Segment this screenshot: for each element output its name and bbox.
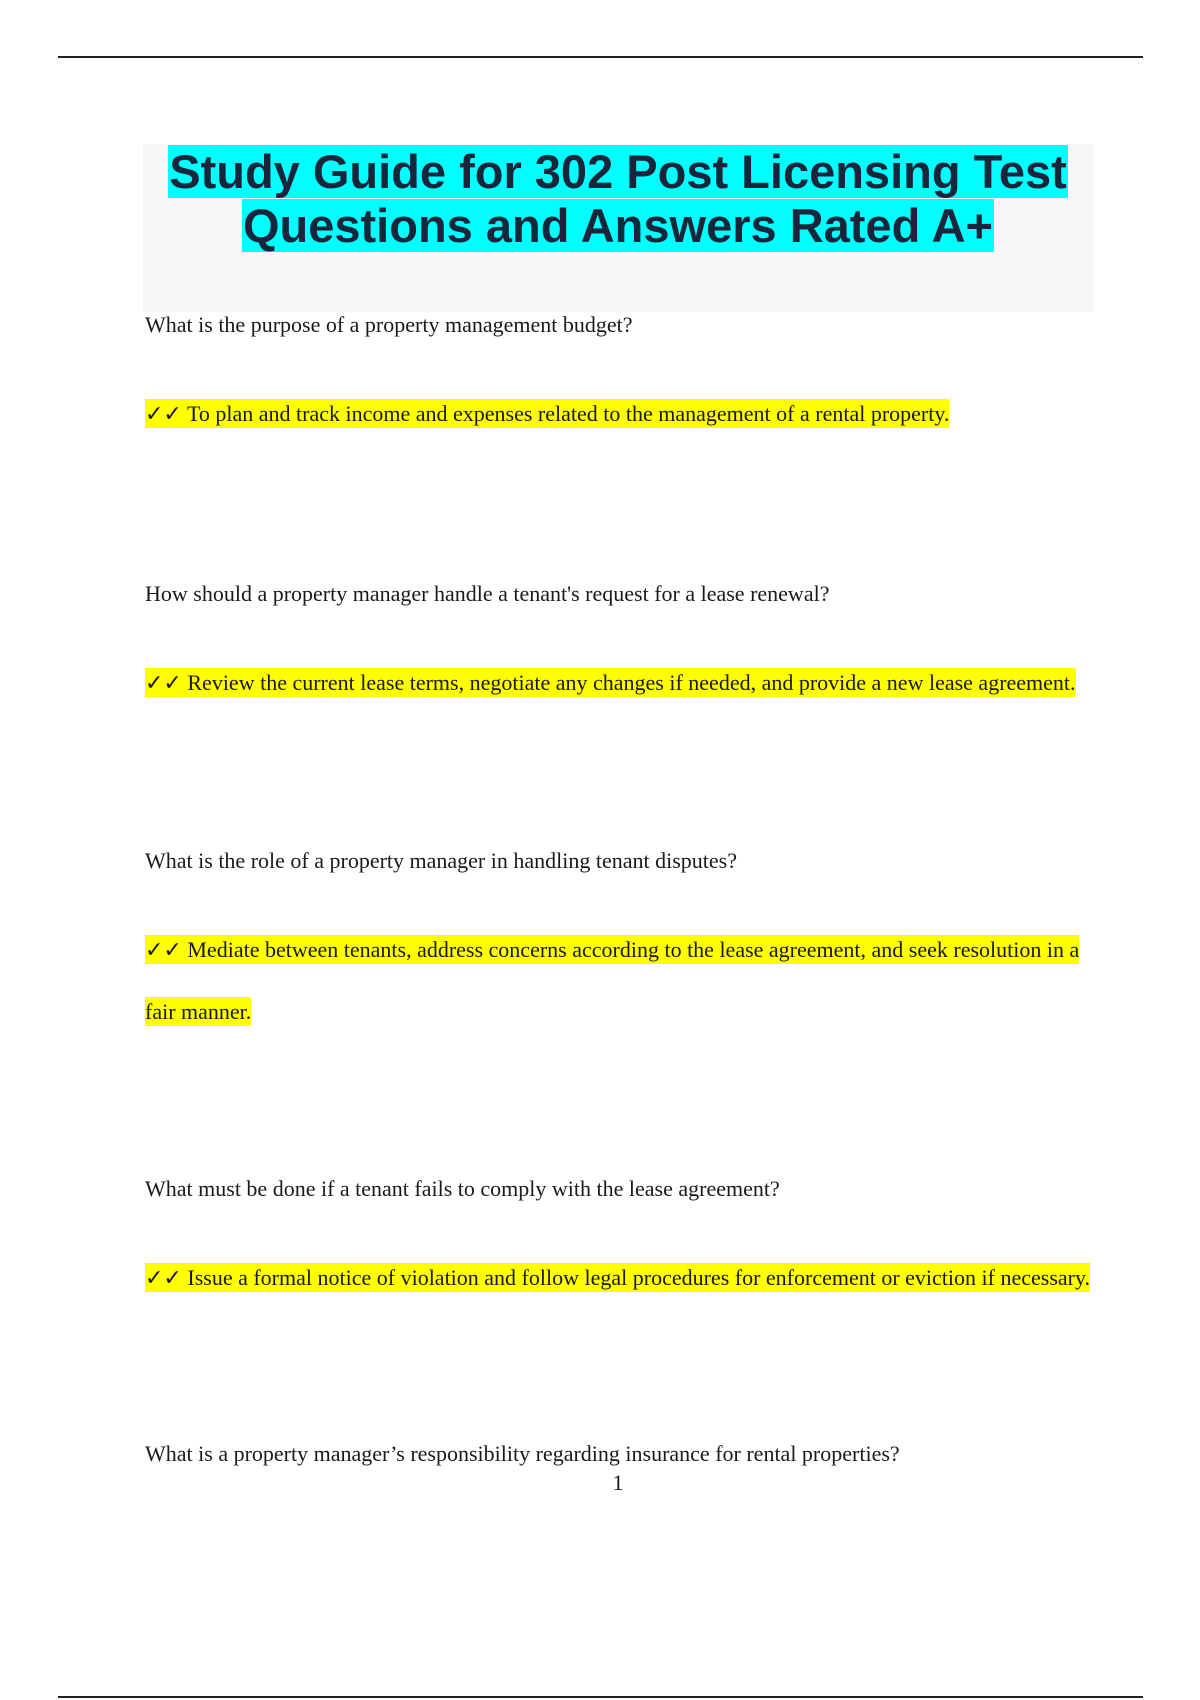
qa-item-4 (145, 1172, 1095, 1309)
qa-item-2 (145, 577, 1095, 714)
qa-item-1 (145, 308, 1095, 445)
answer-2-text: Review the current lease terms, negotiate any changes if needed, and provide a new lease agreement. (187, 670, 1076, 695)
title-line-2: Questions and Answers Rated A+ (242, 199, 993, 252)
question-3: What is the role of a property manager in handling tenant disputes? (145, 848, 737, 873)
answer-3-text: Mediate between tenants, address concerns according to the lease agreement, and seek resolution in a fair manner. (145, 937, 1080, 1024)
answer-1-text: To plan and track income and expenses related to the management of a rental property. (186, 401, 950, 426)
check-mark-icon: ✓✓ (145, 671, 182, 696)
answer-4 (145, 1247, 1095, 1309)
qa-item-5 (145, 1437, 1095, 1471)
question-1: What is the purpose of a property management budget? (145, 312, 633, 337)
check-mark-icon: ✓✓ (145, 1266, 182, 1291)
title-block (143, 144, 1093, 312)
question-2: How should a property manager handle a tenant's request for a lease renewal? (145, 581, 830, 606)
bottom-rule (58, 1696, 1143, 1698)
question-5: What is a property manager’s responsibility regarding insurance for rental properties? (145, 1441, 900, 1466)
qa-list (145, 308, 1095, 1471)
answer-4-text: Issue a formal notice of violation and follow legal procedures for enforcement or eviction if necessary. (187, 1265, 1091, 1290)
check-mark-icon: ✓✓ (145, 402, 182, 427)
title-line-1: Study Guide for 302 Post Licensing Test (169, 145, 1067, 198)
question-4: What must be done if a tenant fails to comply with the lease agreement? (145, 1176, 780, 1201)
document-title (143, 144, 1093, 253)
answer-3 (145, 919, 1095, 1042)
top-rule (58, 56, 1143, 58)
check-mark-icon: ✓✓ (145, 938, 182, 963)
qa-item-3 (145, 844, 1095, 1042)
answer-1 (145, 383, 1095, 445)
page-number: 1 (612, 1470, 624, 1495)
answer-2 (145, 652, 1095, 714)
